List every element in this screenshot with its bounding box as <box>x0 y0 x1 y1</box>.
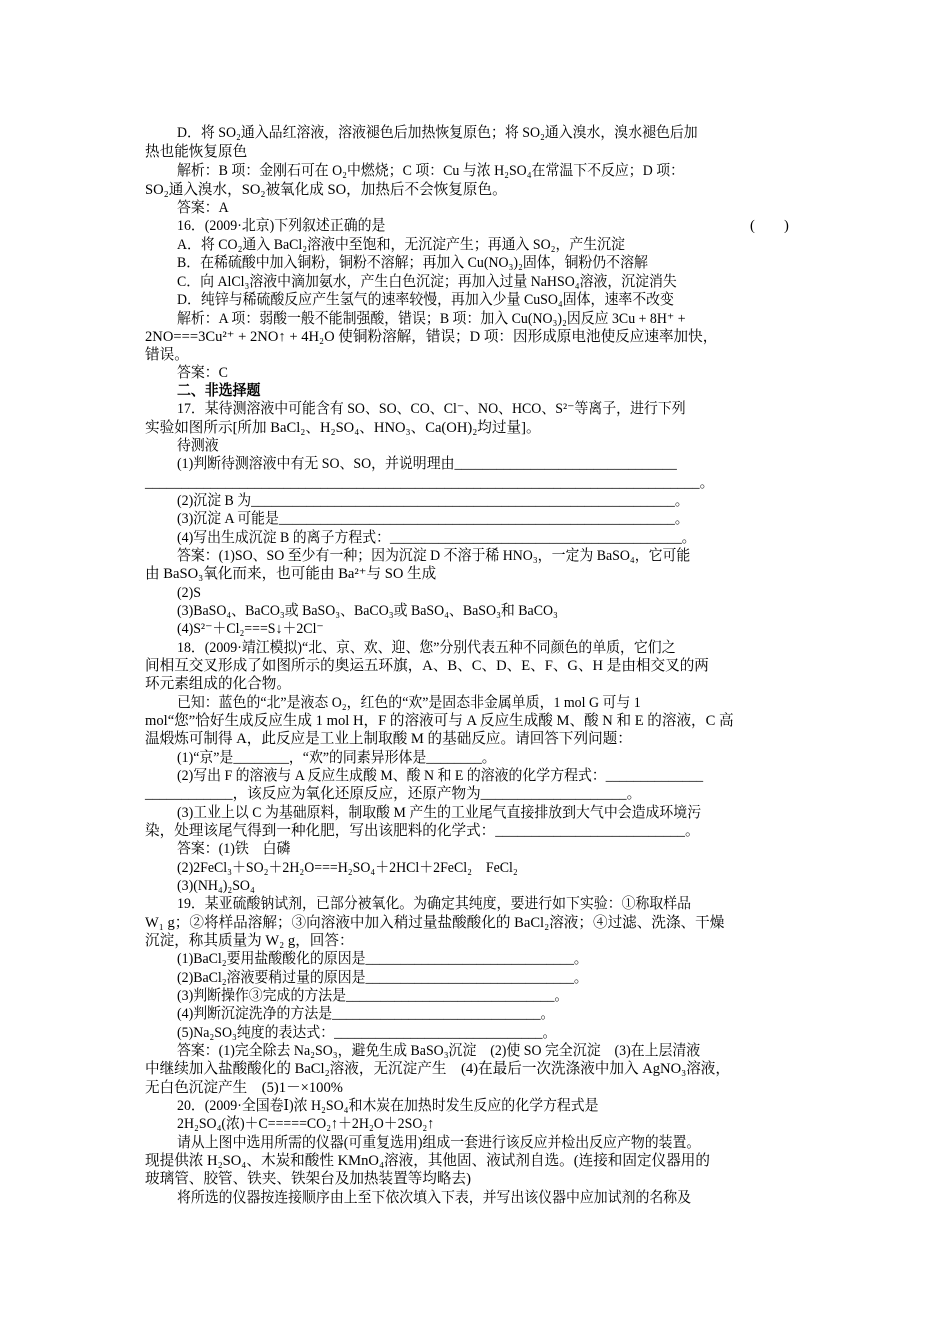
text-line: 答案：(1)完全除去 Na₂SO₃，避免生成 BaSO₃沉淀 (2)使 SO 完全沉淀 (3)在上层清液 <box>177 1043 701 1059</box>
text-line: (3)判断操作③完成的方法是______________________________。 <box>177 988 569 1004</box>
answer-paren: ( ) <box>750 218 789 234</box>
text-line: 已知：蓝色的“北”是液态 O₂，红色的“欢”是固态非金属单质，1 mol G 可与 1 <box>177 695 641 711</box>
text-line: 解析：A 项：弱酸一般不能制强酸，错误；B 项：加入 Cu(NO₃)₂因反应 3Cu + 8H⁺ + <box>177 311 686 327</box>
text-line: 答案：C <box>177 365 228 381</box>
text-line: (3)BaSO₄、BaCO₃或 BaSO₃、BaCO₃或 BaSO₄、BaSO₃和 BaCO₃ <box>177 603 558 619</box>
question-17-title: 17．某待测溶液中可能含有 SO、SO、CO、Cl⁻、NO、HCO、S²⁻等离子，进行下列 <box>177 401 686 417</box>
text-line: SO₂通入溴水，SO₂被氧化成 SO，加热后不会恢复原色。 <box>145 182 507 198</box>
text-line: (1)判断待测溶液中有无 SO、SO，并说明理由________________________________ <box>177 456 677 472</box>
text-line: 无白色沉淀产生 (5)1－×100% <box>145 1080 343 1096</box>
text-line: 将所选的仪器按连接顺序由上至下依次填入下表，并写出该仪器中应加试剂的名称及 <box>177 1190 692 1206</box>
text-line: D．将 SO₂通入品红溶液，溶液褪色后加热恢复原色；将 SO₂通入溴水，溴水褪色后加 <box>177 125 698 141</box>
option-b: B．在稀硫酸中加入铜粉，铜粉不溶解；再加入 Cu(NO₃)₂固体，铜粉仍不溶解 <box>177 255 648 271</box>
question-19-title: 19．某亚硫酸钠试剂，已部分被氧化。为确定其纯度，要进行如下实验：①称取样品 <box>177 896 692 912</box>
text-line: 间相互交叉形成了如图所示的奥运五环旗，A、B、C、D、E、F、G、H 是由相交叉的两 <box>145 658 709 674</box>
text-line: 错误。 <box>145 347 189 363</box>
text-line: 玻璃管、胶管、铁夹、铁架台及加热装置等均略去) <box>145 1171 471 1187</box>
text-line: 染，处理该尾气得到一种化肥，写出该肥料的化学式：__________________________。 <box>145 823 700 839</box>
text-line: (2)写出 F 的溶液与 A 反应生成酸 M、酸 N 和 E 的溶液的化学方程式：______________ <box>177 768 704 784</box>
text-line: ____________________________________________________________________________。 <box>145 475 715 491</box>
option-c: C．向 AlCl₃溶液中滴加氨水，产生白色沉淀；再加入过量 NaHSO₄溶液，沉淀消失 <box>177 274 677 290</box>
question-18-title: 18．(2009·靖江模拟)“北、京、欢、迎、您”分别代表五种不同颜色的单质，它们之 <box>177 640 676 656</box>
text-line: (3)工业上以 C 为基础原料，制取酸 M 产生的工业尾气直接排放到大气中会造成环境污 <box>177 805 702 821</box>
text-line: mol“您”恰好生成反应生成 1 mol H，F 的溶液可与 A 反应生成酸 M、酸 N 和 E 的溶液，C 高 <box>145 713 734 729</box>
text-line: 沉淀，称其质量为 W₂ g，回答： <box>145 933 354 949</box>
option-a: A．将 CO₂通入 BaCl₂溶液中至饱和，无沉淀产生；再通入 SO₂，产生沉淀 <box>177 237 625 253</box>
text-line: 由 BaSO₃氧化而来，也可能由 Ba²⁺与 SO 生成 <box>145 566 437 582</box>
text-line: (5)Na₂SO₃纯度的表达式：______________________________。 <box>177 1025 557 1041</box>
text-line: 温煅炼可制得 A，此反应是工业上制取酸 M 的基础反应。请回答下列问题： <box>145 731 632 747</box>
section-heading: 二、非选择题 <box>177 383 261 399</box>
text-line: 热也能恢复原色 <box>145 144 248 160</box>
text-line: 解析：B 项：金刚石可在 O₂中燃烧；C 项：Cu 与浓 H₂SO₄在常温下不反应；D 项： <box>177 163 684 179</box>
text-line: (3)(NH₄)₂SO₄ <box>177 878 255 894</box>
option-d: D．纯锌与稀硫酸反应产生氢气的速率较慢，再加入少量 CuSO₄固体，速率不改变 <box>177 292 674 308</box>
text-line: 待测液 <box>177 438 219 454</box>
text-line: (4)判断沉淀洗净的方法是______________________________。 <box>177 1006 555 1022</box>
text-line: 环元素组成的化合物。 <box>145 676 291 692</box>
text-line: 请从上图中选用所需的仪器(可重复选用)组成一套进行该反应并检出反应产物的装置。 <box>177 1135 701 1151</box>
question-20-title: 20．(2009·全国卷Ⅰ)浓 H₂SO₄和木炭在加热时发生反应的化学方程式是 <box>177 1098 599 1114</box>
text-line: (2)2FeCl₃＋SO₂＋2H₂O===H₂SO₄＋2HCl＋2FeCl₂ FeCl₂ <box>177 860 518 876</box>
text-line: 2NO===3Cu²⁺ + 2NO↑ + 4H₂O 使铜粉溶解，错误；D 项：因形成原电池使反应速率加快， <box>145 329 718 345</box>
text-line: 答案：A <box>177 200 229 216</box>
text-line: (2)BaCl₂溶液要稍过量的原因是______________________________。 <box>177 970 588 986</box>
text-line: (1)“京”是________，“欢”的同素异形体是________。 <box>177 750 496 766</box>
text-line: 现提供浓 H₂SO₄、木炭和酸性 KMnO₄溶液，其他固、液试剂自选。(连接和固定仪器用的 <box>145 1153 710 1169</box>
text-line: (2)S <box>177 585 201 601</box>
text-line: 实验如图所示[所加 BaCl₂、H₂SO₄、HNO₃、Ca(OH)₂均过量]。 <box>145 420 541 436</box>
equation-line: 2H₂SO₄(浓)＋C=====CO₂↑＋2H₂O＋2SO₂↑ <box>177 1116 435 1132</box>
text-line: W₁ g；②将样品溶解；③向溶液中加入稍过量盐酸酸化的 BaCl₂溶液；④过滤、洗涤、干燥 <box>145 915 725 931</box>
text-line: (1)BaCl₂要用盐酸酸化的原因是______________________________。 <box>177 951 588 967</box>
text-line: (4)写出生成沉淀 B 的离子方程式：__________________________________________。 <box>177 530 696 546</box>
text-line: 答案：(1)铁 白磷 <box>177 841 291 857</box>
text-line: ____________，该反应为氧化还原反应，还原产物为____________________。 <box>145 786 642 802</box>
text-line: (4)S²⁻＋Cl₂===S↓＋2Cl⁻ <box>177 621 324 637</box>
question-16-title: 16．(2009·北京)下列叙述正确的是 <box>177 218 386 234</box>
text-line: 中继续加入盐酸酸化的 BaCl₂溶液，无沉淀产生 (4)在最后一次洗涤液中加入 AgNO₃溶液， <box>145 1061 730 1077</box>
text-line: 答案：(1)SO、SO 至少有一种；因为沉淀 D 不溶于稀 HNO₃，一定为 BaSO₄，它可能 <box>177 548 691 564</box>
text-line: (3)沉淀 A 可能是_________________________________________________________。 <box>177 511 689 527</box>
text-line: (2)沉淀 B 为_____________________________________________________________。 <box>177 493 689 509</box>
